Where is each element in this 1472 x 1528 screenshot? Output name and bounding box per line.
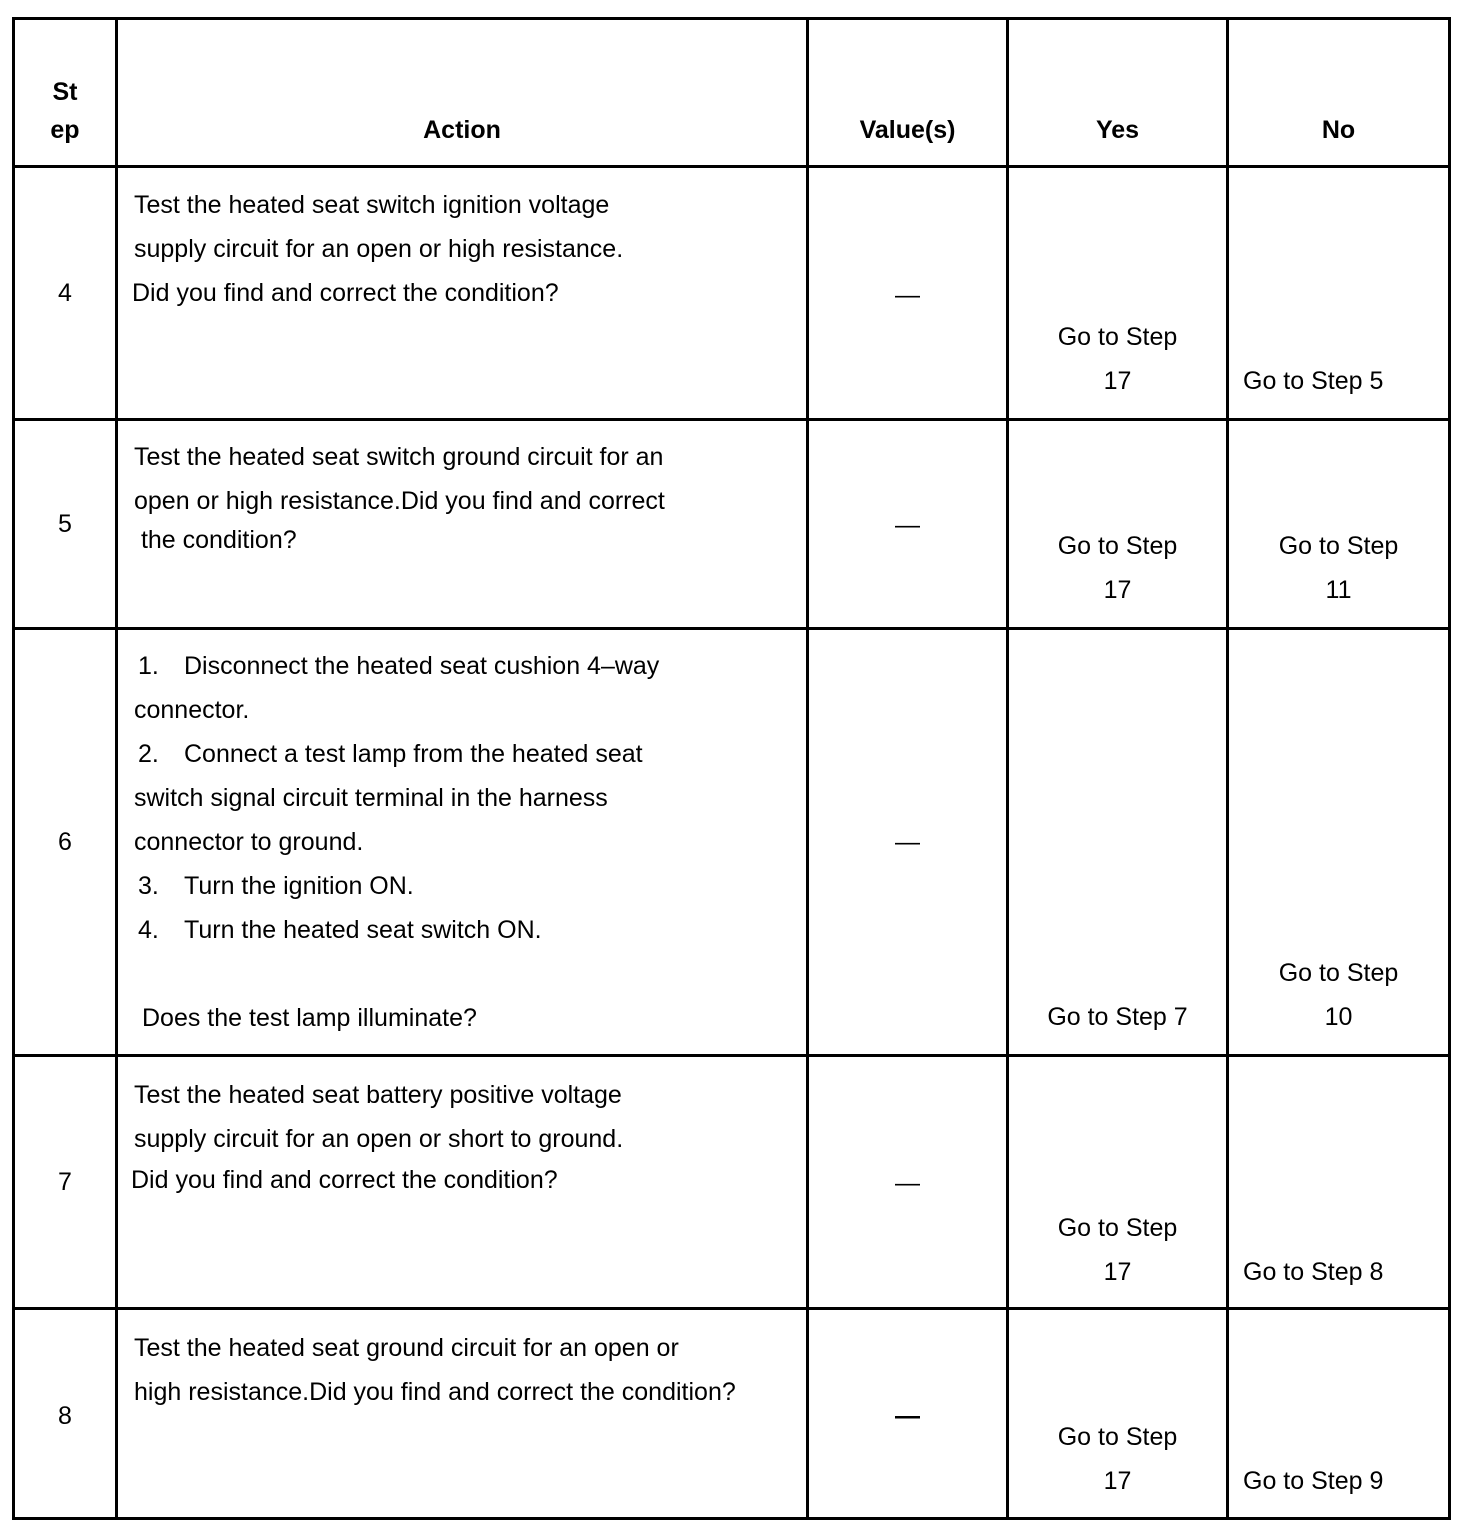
table-row	[14, 1309, 1450, 1519]
list-item: 1. Disconnect the heated seat cushion 4–way	[134, 644, 806, 688]
header-values: Value(s)	[808, 19, 1008, 167]
yes-link[interactable]: Go to Step	[1057, 1214, 1178, 1242]
header-row	[14, 19, 1450, 167]
no-cell	[1228, 1309, 1450, 1519]
action-line: supply circuit for an open or short to ground.	[134, 1125, 624, 1153]
list-number: 4.	[138, 916, 159, 944]
yes-cell	[1008, 1056, 1228, 1309]
value-text: —	[895, 1402, 920, 1430]
yes-cell	[1008, 420, 1228, 629]
no-link-number[interactable]: 10	[1324, 1003, 1353, 1031]
value-text: —	[895, 511, 920, 539]
value-text: —	[895, 281, 920, 309]
action-cell	[117, 420, 808, 629]
value-text: —	[895, 1169, 920, 1197]
step-number: 5	[58, 510, 72, 538]
list-number: 2.	[138, 740, 159, 768]
list-item: 3. Turn the ignition ON.	[134, 864, 806, 908]
header-no: No	[1228, 19, 1450, 167]
table-row	[14, 1056, 1450, 1309]
header-step: St ep	[14, 19, 117, 167]
yes-cell	[1008, 1309, 1228, 1519]
action-line: supply circuit for an open or high resistance.	[134, 235, 624, 263]
yes-link[interactable]: Go to Step	[1057, 1423, 1178, 1451]
action-cell	[117, 1309, 808, 1519]
table-row	[14, 167, 1450, 420]
no-link[interactable]: Go to Step	[1278, 532, 1399, 560]
action-cell	[117, 629, 808, 1056]
yes-link-number[interactable]: 17	[1103, 576, 1132, 604]
list-item: 4. Turn the heated seat switch ON.	[134, 908, 806, 952]
step-number: 6	[58, 828, 72, 856]
yes-cell	[1008, 629, 1228, 1056]
action-cell	[117, 167, 808, 420]
step-cell	[14, 420, 117, 629]
header-yes: Yes	[1008, 19, 1228, 167]
no-link[interactable]: Go to Step 9	[1243, 1467, 1384, 1495]
question-text: Does the test lamp illuminate?	[142, 1004, 477, 1032]
list-number: 3.	[138, 872, 159, 900]
action-line: Test the heated seat switch ignition voltage	[134, 191, 610, 219]
table-row	[14, 420, 1450, 629]
action-line: open or high resistance.Did you find and correct	[134, 487, 665, 515]
step-number: 7	[58, 1168, 72, 1196]
yes-link-number[interactable]: 17	[1103, 1467, 1132, 1495]
list-item: 2. Connect a test lamp from the heated seat	[134, 732, 806, 776]
yes-link[interactable]: Go to Step 7	[1047, 1003, 1188, 1031]
action-line: Did you find and correct the condition?	[132, 279, 559, 307]
step-cell	[14, 167, 117, 420]
action-line: Test the heated seat switch ground circuit for an	[134, 443, 664, 471]
list-item-cont: connector to ground.	[134, 828, 364, 856]
yes-cell	[1008, 167, 1228, 420]
value-cell	[808, 629, 1008, 1056]
action-cell	[117, 1056, 808, 1309]
value-cell	[808, 420, 1008, 629]
action-line: the condition?	[134, 526, 297, 554]
action-line: Test the heated seat battery positive voltage	[134, 1081, 622, 1109]
value-cell	[808, 167, 1008, 420]
no-link[interactable]: Go to Step	[1278, 959, 1399, 987]
list-number: 1.	[138, 652, 159, 680]
header-action: Action	[117, 19, 808, 167]
yes-link[interactable]: Go to Step	[1057, 323, 1178, 351]
step-cell	[14, 1309, 117, 1519]
step-number: 8	[58, 1402, 72, 1430]
diagnostic-table	[12, 17, 1451, 1520]
value-cell	[808, 1309, 1008, 1519]
list-item-cont: connector.	[134, 696, 250, 724]
no-cell	[1228, 167, 1450, 420]
yes-link[interactable]: Go to Step	[1057, 532, 1178, 560]
no-link[interactable]: Go to Step 8	[1243, 1258, 1384, 1286]
step-number: 4	[58, 279, 72, 307]
value-cell	[808, 1056, 1008, 1309]
no-cell	[1228, 1056, 1450, 1309]
step-cell	[14, 629, 117, 1056]
value-text: —	[895, 828, 920, 856]
table-row	[14, 629, 1450, 1056]
action-line: Did you find and correct the condition?	[131, 1166, 558, 1194]
step-cell	[14, 1056, 117, 1309]
list-item-cont: switch signal circuit terminal in the harness	[134, 784, 608, 812]
no-link-number[interactable]: 11	[1325, 576, 1352, 604]
action-line: Test the heated seat ground circuit for an open or	[134, 1334, 679, 1362]
no-cell	[1228, 420, 1450, 629]
no-link[interactable]: Go to Step 5	[1243, 367, 1384, 395]
yes-link-number[interactable]: 17	[1103, 367, 1132, 395]
action-line: high resistance.Did you find and correct the condition?	[134, 1378, 736, 1406]
yes-link-number[interactable]: 17	[1103, 1258, 1132, 1286]
no-cell	[1228, 629, 1450, 1056]
